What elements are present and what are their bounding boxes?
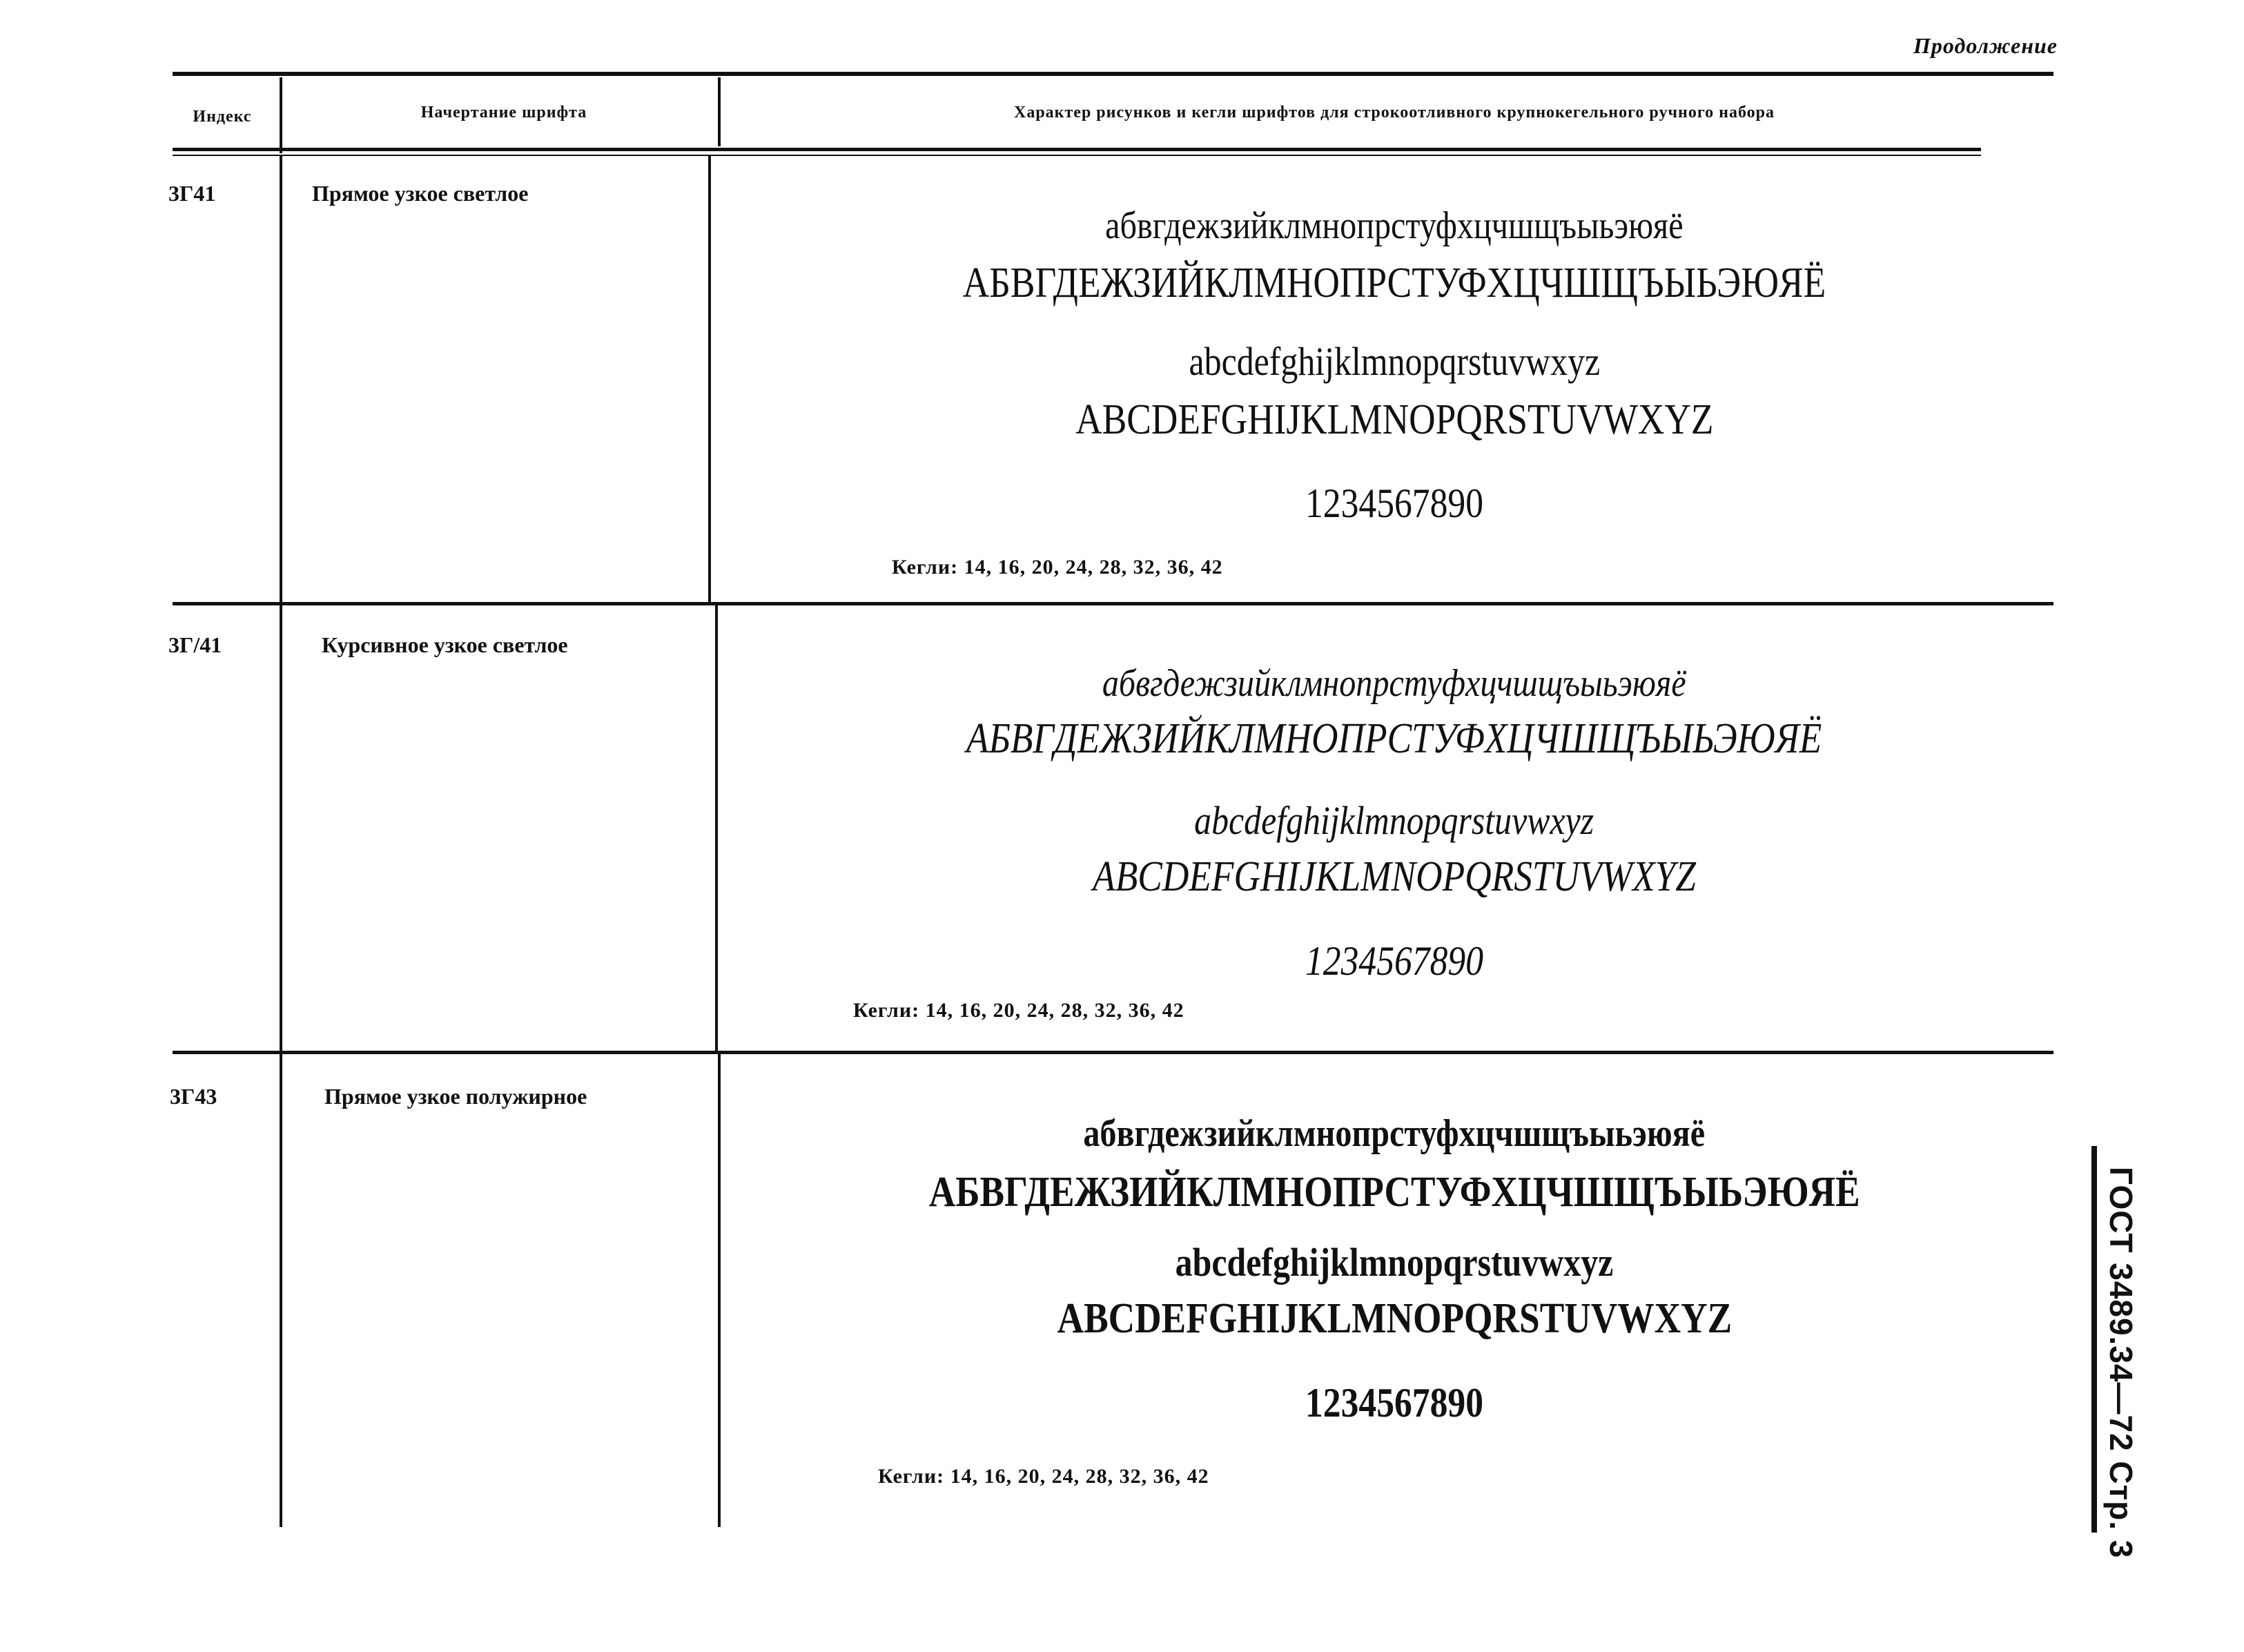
header-top-rule: [173, 72, 2053, 76]
row3-index: 3Г43: [170, 1084, 217, 1109]
row3-cyr-upper: АБВГДЕЖЗИЙКЛМНОПРСТУФХЦЧШЩЪЫЬЭЮЯЁ: [928, 1169, 1860, 1216]
row1-index: 3Г41: [168, 181, 216, 206]
row1-style: Прямое узкое светлое: [312, 181, 529, 206]
row1-cyr-lower: абвгдежзийклмнопрстуфхцчшщъыьэюяё: [1105, 204, 1684, 247]
row2-digits: 1234567890: [1305, 938, 1483, 984]
header-bottom-rule: [173, 148, 1981, 151]
row-separator-2: [173, 1051, 2053, 1054]
row1-vrule-1: [280, 156, 282, 602]
row2-lat-lower: abcdefghijklmnopqrstuvwxyz: [1194, 798, 1594, 843]
row3-sizes: Кегли: 14, 16, 20, 24, 28, 32, 36, 42: [878, 1465, 1209, 1488]
row2-style: Курсивное узкое светлое: [322, 632, 568, 657]
side-page-label: ГОСТ 3489.34—72 Стр. 3: [2103, 1167, 2139, 1559]
row1-digits: 1234567890: [1305, 480, 1483, 526]
row2-vrule-1: [280, 605, 282, 1051]
side-label-bar: [2091, 1146, 2097, 1533]
continuation-label: Продолжение: [1913, 33, 2058, 58]
header-vrule-1: [280, 77, 282, 153]
header-vrule-2: [718, 77, 721, 146]
row2-index: 3Г/41: [168, 632, 222, 657]
row3-style: Прямое узкое полужирное: [324, 1084, 587, 1109]
row2-lat-upper: ABCDEFGHIJKLMNOPQRSTUVWXYZ: [1093, 853, 1696, 900]
row1-lat-lower: abcdefghijklmnopqrstuvwxyz: [1189, 339, 1600, 384]
row-separator-1: [173, 602, 2053, 605]
row1-vrule-2: [708, 156, 711, 602]
row3-vrule-1: [280, 1054, 282, 1527]
row3-cyr-lower: абвгдежзийклмнопрстуфхцчшщъыьэюяё: [1083, 1112, 1706, 1155]
row1-lat-upper: ABCDEFGHIJKLMNOPQRSTUVWXYZ: [1075, 396, 1714, 443]
row1-cyr-upper: АБВГДЕЖЗИЙКЛМНОПРСТУФХЦЧШЩЪЫЬЭЮЯЁ: [962, 260, 1826, 307]
row3-lat-lower: abcdefghijklmnopqrstuvwxyz: [1175, 1240, 1614, 1285]
row2-sizes: Кегли: 14, 16, 20, 24, 28, 32, 36, 42: [853, 999, 1184, 1022]
row1-sizes: Кегли: 14, 16, 20, 24, 28, 32, 36, 42: [892, 556, 1223, 579]
row3-digits: 1234567890: [1305, 1380, 1483, 1426]
row2-cyr-upper: АБВГДЕЖЗИЙКЛМНОПРСТУФХЦЧШЩЪЫЬЭЮЯЁ: [966, 715, 1822, 762]
row3-lat-upper: ABCDEFGHIJKLMNOPQRSTUVWXYZ: [1057, 1295, 1732, 1342]
header-samples: Характер рисунков и кегли шрифтов для строкоотливного крупнокегельного ручного набора: [1014, 104, 1775, 122]
row2-cyr-lower: абвгдежзийклмнопрстуфхцчшщъыьэюяё: [1102, 662, 1686, 705]
header-style: Начертание шрифта: [420, 104, 587, 122]
header-bottom-rule-thin: [173, 155, 1981, 156]
header-index: Индекс: [193, 108, 252, 126]
